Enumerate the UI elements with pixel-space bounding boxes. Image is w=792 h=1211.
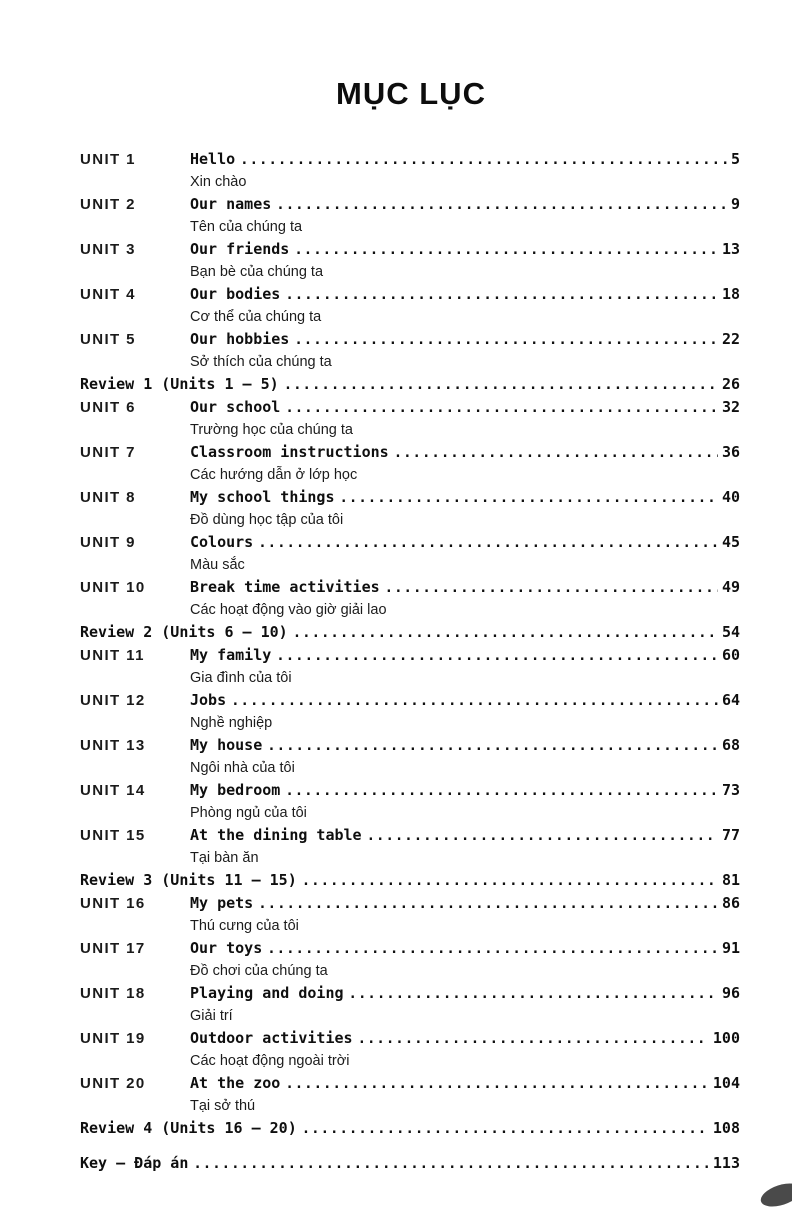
toc-entry [80,576,740,621]
entry-title: My bedroom [190,781,281,799]
entry-subtitle: Thú cưng của tôi [190,918,299,934]
dot-leader [349,983,718,1005]
dot-leader [267,938,718,960]
dot-leader [276,194,727,216]
toc-entry [80,531,740,576]
review-label: Review 1 (Units 1 – 5) [80,375,279,393]
entry-subtitle: Cơ thể của chúng ta [190,309,322,325]
unit-label: UNIT 19 [80,1030,146,1047]
toc-entry [80,148,740,193]
toc-entry-main-row [80,824,740,847]
page-number: 32 [721,398,740,416]
entry-title: Outdoor activities [190,1029,353,1047]
unit-label: UNIT 17 [80,940,146,957]
entry-subtitle: Bạn bè của chúng ta [190,264,324,280]
dot-leader [258,893,718,915]
entry-subtitle: Các hướng dẫn ở lớp học [190,467,358,483]
dot-leader [340,487,718,509]
toc-entry-main-row [80,238,740,261]
dot-leader [258,532,718,554]
entry-subtitle: Xin chào [190,174,247,190]
page-number: 22 [721,330,740,348]
review-label: Review 3 (Units 11 – 15) [80,871,297,889]
toc-entry [80,892,740,937]
toc-entry-main-row [80,441,740,464]
toc-entry [80,238,740,283]
toc-entry-main-row [80,486,740,509]
toc-entry-main-row [80,531,740,554]
page-title: MỤC LỤC [336,76,486,111]
unit-label: UNIT 11 [80,647,145,664]
toc-entry-main-row [80,869,740,892]
page-number: 104 [712,1074,740,1092]
toc-entry-main-row [80,892,740,915]
toc-entry [80,734,740,779]
toc-entry-main-row [80,779,740,802]
page-number: 9 [730,195,740,213]
entry-subtitle: Giải trí [190,1008,233,1024]
toc-entry-main-row [80,1152,740,1175]
toc-entry-main-row [80,193,740,216]
unit-label: UNIT 3 [80,241,136,258]
toc-entry [80,328,740,373]
entry-subtitle: Tên của chúng ta [190,219,303,235]
entry-title: Our school [190,398,281,416]
toc-entry [80,1027,740,1072]
page-number: 60 [721,646,740,664]
entry-subtitle: Đồ dùng học tập của tôi [190,512,344,528]
entry-title: My school things [190,488,335,506]
dot-leader [193,1153,709,1175]
unit-label: UNIT 9 [80,534,136,551]
toc-entry [80,1117,740,1140]
entry-subtitle: Ngôi nhà của tôi [190,760,295,776]
unit-label: UNIT 8 [80,489,136,506]
entry-subtitle: Màu sắc [190,557,245,573]
review-label: Review 4 (Units 16 – 20) [80,1119,297,1137]
page-number: 13 [721,240,740,258]
page-number: 18 [721,285,740,303]
toc-entry [80,283,740,328]
entry-title: Our bodies [190,285,281,303]
toc-entry [80,779,740,824]
dot-leader [385,577,718,599]
entry-title: My family [190,646,272,664]
page-number: 91 [721,939,740,957]
entry-title: Jobs [190,691,227,709]
entry-subtitle: Các hoạt động vào giờ giải lao [190,602,387,618]
toc-entry [80,373,740,396]
unit-label: UNIT 7 [80,444,136,461]
toc-entry [80,982,740,1027]
entry-title: Colours [190,533,254,551]
dot-leader [240,149,727,171]
entry-title: Our hobbies [190,330,290,348]
toc-entry-main-row [80,1027,740,1050]
unit-label: UNIT 1 [80,151,136,168]
toc-entry-main-row [80,1117,740,1140]
toc-entry [80,937,740,982]
page-number: 81 [721,871,740,889]
page-number: 96 [721,984,740,1002]
review-label: Key – Đáp án [80,1154,189,1172]
dot-leader [285,1073,709,1095]
entry-title: At the dining table [190,826,362,844]
page-number: 77 [721,826,740,844]
page-number: 86 [721,894,740,912]
page-number: 5 [730,150,740,168]
entry-title: Hello [190,150,236,168]
page-number: 64 [721,691,740,709]
page-number: 40 [721,488,740,506]
toc-entry-main-row [80,982,740,1005]
entry-title: At the zoo [190,1074,281,1092]
toc-entry-main-row [80,328,740,351]
toc-entry [80,824,740,869]
page-number: 49 [721,578,740,596]
scan-artifact [758,1179,792,1211]
entry-title: My pets [190,894,254,912]
unit-label: UNIT 2 [80,196,136,213]
entry-title: Classroom instructions [190,443,389,461]
toc-list [80,148,740,1175]
entry-subtitle: Sở thích của chúng ta [190,354,332,370]
toc-entry-main-row [80,283,740,306]
toc-entry-main-row [80,644,740,667]
dot-leader [285,397,718,419]
toc-entry-main-row [80,689,740,712]
dot-leader [293,622,718,644]
entry-subtitle: Nghề nghiệp [190,715,273,731]
page-number: 26 [721,375,740,393]
entry-title: My house [190,736,263,754]
page-number: 54 [721,623,740,641]
unit-label: UNIT 14 [80,782,146,799]
dot-leader [285,284,718,306]
unit-label: UNIT 13 [80,737,146,754]
toc-entry-main-row [80,621,740,644]
toc-entry [80,1152,740,1175]
toc-entry-main-row [80,396,740,419]
dot-leader [302,870,718,892]
entry-title: Break time activities [190,578,380,596]
toc-entry-main-row [80,937,740,960]
entry-subtitle: Gia đình của tôi [190,670,292,686]
dot-leader [394,442,718,464]
entry-subtitle: Tại bàn ăn [190,850,259,866]
entry-title: Our friends [190,240,290,258]
toc-entry [80,869,740,892]
unit-label: UNIT 5 [80,331,136,348]
unit-label: UNIT 15 [80,827,146,844]
dot-leader [358,1028,709,1050]
toc-entry [80,689,740,734]
dot-leader [302,1118,709,1140]
unit-label: UNIT 18 [80,985,146,1002]
page-number: 45 [721,533,740,551]
dot-leader [231,690,718,712]
unit-label: UNIT 6 [80,399,136,416]
toc-entry-main-row [80,734,740,757]
unit-label: UNIT 20 [80,1075,146,1092]
toc-entry [80,441,740,486]
page-number: 108 [712,1119,740,1137]
toc-entry [80,396,740,441]
entry-subtitle: Đồ chơi của chúng ta [190,963,328,979]
toc-entry [80,621,740,644]
page-number: 36 [721,443,740,461]
page-number: 113 [712,1154,740,1172]
entry-title: Our names [190,195,272,213]
page-number: 100 [712,1029,740,1047]
page-number: 68 [721,736,740,754]
dot-leader [294,239,718,261]
dot-leader [367,825,718,847]
dot-leader [294,329,718,351]
toc-entry [80,644,740,689]
toc-entry-main-row [80,148,740,171]
toc-entry-main-row [80,1072,740,1095]
entry-subtitle: Tại sở thú [190,1098,256,1114]
dot-leader [267,735,718,757]
toc-entry [80,193,740,238]
dot-leader [284,374,718,396]
entry-subtitle: Trường học của chúng ta [190,422,353,438]
toc-entry-main-row [80,576,740,599]
unit-label: UNIT 4 [80,286,136,303]
review-label: Review 2 (Units 6 – 10) [80,623,288,641]
entry-title: Playing and doing [190,984,344,1002]
toc-entry [80,486,740,531]
toc-entry-main-row [80,373,740,396]
entry-subtitle: Phòng ngủ của tôi [190,805,307,821]
entry-title: Our toys [190,939,263,957]
toc-entry [80,1072,740,1117]
dot-leader [276,645,718,667]
page-number: 73 [721,781,740,799]
unit-label: UNIT 16 [80,895,146,912]
entry-subtitle: Các hoạt động ngoài trời [190,1053,350,1069]
unit-label: UNIT 12 [80,692,146,709]
unit-label: UNIT 10 [80,579,146,596]
dot-leader [285,780,718,802]
